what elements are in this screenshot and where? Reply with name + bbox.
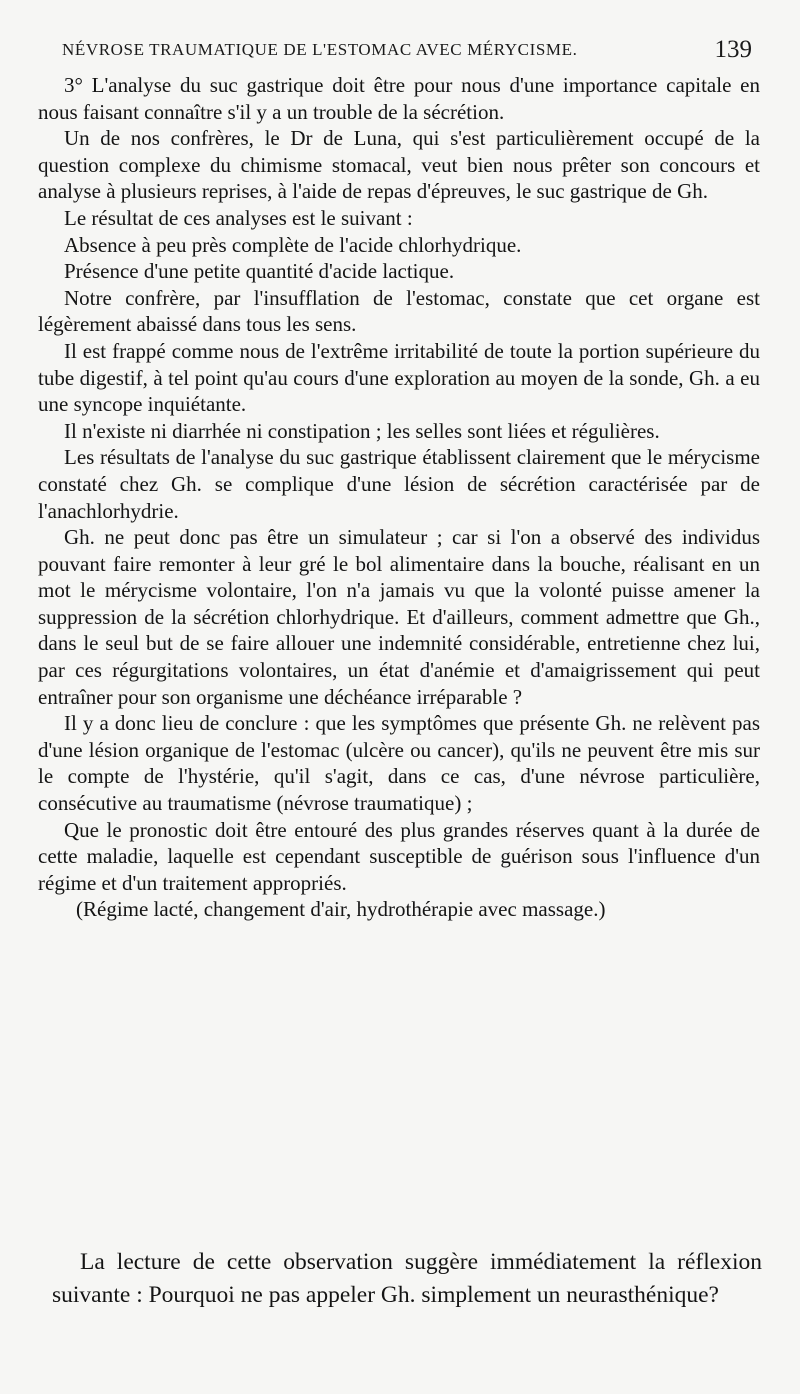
paragraph-treatment-note: (Régime lacté, changement d'air, hydrothérapie avec massage.) [76,897,606,922]
paragraph-results-establish: Les résultats de l'analyse du suc gastrique établissent clairement que le mérycisme constaté chez Gh. se complique d'une lésion de sécrétion caractérisée par de l'anachlorhydrie. [38,445,760,523]
body-text [38,72,760,923]
paragraph-irritability: Il est frappé comme nous de l'extrême irritabilité de toute la portion supérieure du tube digestif, à tel point qu'au cours d'une exploration au moyen de la sonde, Gh. a eu une syncope inquiétante. [38,338,760,417]
closing-section [52,1246,762,1312]
running-title: NÉVROSE TRAUMATIQUE DE L'ESTOMAC AVEC MÉRYCISME. [62,40,578,59]
paragraph-closing-reflection: La lecture de cette observation suggère immédiatement la réflexion suivante : Pourquoi ne pas appeler Gh. simplement un neurasthénique? [52,1249,762,1308]
page-number: 139 [714,36,752,63]
paragraph-insufflation: Notre confrère, par l'insufflation de l'estomac, constate que cet organe est légèrement abaissé dans tous les sens. [38,285,760,337]
page-header [62,36,752,66]
paragraph-not-simulator: Gh. ne peut donc pas être un simulateur ; car si l'on a observé des individus pouvant faire remonter à leur gré le bol alimentaire dans la bouche, réalisant en un mot le mérycisme volontaire, l'on n'a jamais vu que la volonté puisse amener la suppression de la sécrétion chlorhydrique. Et d'ailleurs, comment admettre que Gh., dans le seul but de se faire allouer une indemnité considérable, entretienne chez lui, par ces régurgitations volontaires, un état d'anémie et d'amaigrissement qui peut entraîner pour son organisme une déchéance irréparable ? [38,525,760,709]
paragraph-conclusion: Il y a donc lieu de conclure : que les symptômes que présente Gh. ne relèvent pas d'une lésion organique de l'estomac (ulcère ou cancer), qu'ils ne peuvent être mis sur le compte de l'hystérie, qu'il s'agit, dans ce cas, d'une névrose particulière, consécutive au traumatisme (névrose traumatique) ; [38,711,760,816]
result-line-hcl-absence: Absence à peu près complète de l'acide chlorhydrique. [64,232,522,257]
paragraph-analysis-result-intro: Le résultat de ces analyses est le suivant : [64,205,413,230]
result-line-lactic-acid: Présence d'une petite quantité d'acide lactique. [64,259,455,284]
paragraph-dr-de-luna: Un de nos confrères, le Dr de Luna, qui s'est particulièrement occupé de la question complexe du chimisme stomacal, veut bien nous prêter son concours et analyse à plusieurs reprises, à l'aide de repas d'épreuves, le suc gastrique de Gh. [38,126,760,204]
paragraph-stools: Il n'existe ni diarrhée ni constipation ; les selles sont liées et régulières. [64,418,660,443]
paragraph-prognosis: Que le pronostic doit être entouré des plus grandes réserves quant à la durée de cette maladie, laquelle est cependant susceptible de guérison sous l'influence d'un régime et d'un traitement appropriés. [38,817,760,895]
paragraph-gastric-analysis-importance: 3° L'analyse du suc gastrique doit être pour nous d'une importance capitale en nous faisant connaître s'il y a un trouble de la sécrétion. [38,73,760,124]
